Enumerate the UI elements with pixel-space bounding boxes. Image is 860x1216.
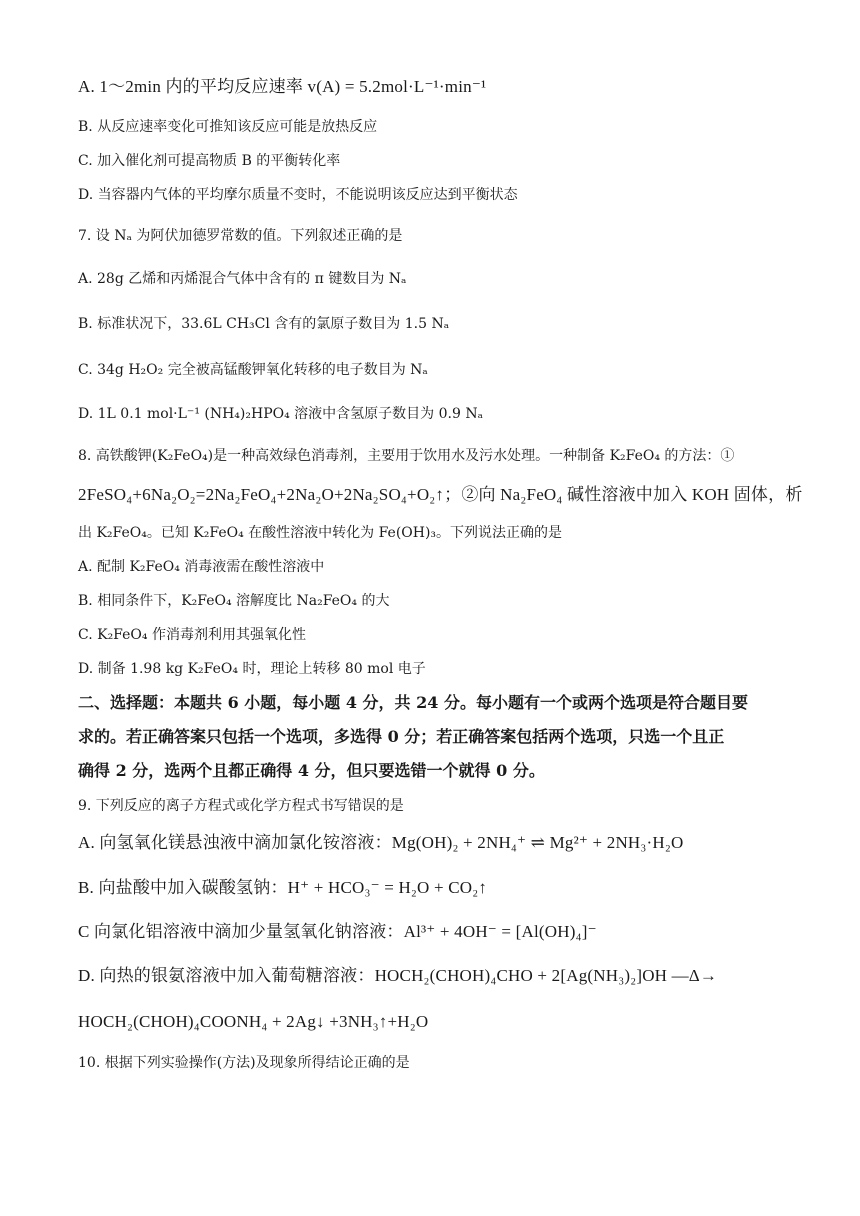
q6-option-a: A. 1～2min 内的平均反应速率 v(A) = 5.2mol·L⁻¹·min⁻¹	[78, 77, 487, 96]
q9-stem: 9. 下列反应的离子方程式或化学方程式书写错误的是	[78, 798, 404, 814]
q7-option-a: A. 28g 乙烯和丙烯混合气体中含有的 π 键数目为 Nₐ	[78, 271, 407, 287]
q9-option-a: A. 向氢氧化镁悬浊液中滴加氯化铵溶液：Mg(OH)₂ + 2NH₄⁺ ⇌ Mg²⁺ + 2NH₃·H₂O	[78, 833, 684, 852]
q8-stem-line2: 2FeSO₄+6Na₂O₂=2Na₂FeO₄+2Na₂O+2Na₂SO₄+O₂↑；②向 Na₂FeO₄ 碱性溶液中加入 KOH 固体，析	[78, 485, 803, 504]
q8-option-d: D. 制备 1.98 kg K₂FeO₄ 时，理论上转移 80 mol 电子	[78, 661, 426, 677]
q9-option-c: C 向氯化铝溶液中滴加少量氢氧化钠溶液：Al³⁺ + 4OH⁻ = [Al(OH)₄]⁻	[78, 922, 597, 941]
q7-option-b: B. 标准状况下，33.6L CH₃Cl 含有的氯原子数目为 1.5 Nₐ	[78, 316, 450, 332]
q6-option-d: D. 当容器内气体的平均摩尔质量不变时，不能说明该反应达到平衡状态	[78, 187, 518, 203]
q7-stem: 7. 设 Nₐ 为阿伏加德罗常数的值。下列叙述正确的是	[78, 228, 403, 244]
section-two-heading-line1: 二、选择题：本题共 6 小题，每小题 4 分，共 24 分。每小题有一个或两个选项是符合题目要	[78, 693, 748, 712]
q6-option-b: B. 从反应速率变化可推知该反应可能是放热反应	[78, 119, 378, 135]
section-two-heading-line2: 求的。若正确答案只包括一个选项，多选得 0 分；若正确答案包括两个选项，只选一个且正	[78, 727, 725, 746]
section-two-heading-line3: 确得 2 分，选两个且都正确得 4 分，但只要选错一个就得 0 分。	[78, 761, 545, 780]
q9-option-d-line1: D. 向热的银氨溶液中加入葡萄糖溶液：HOCH₂(CHOH)₄CHO + 2[Ag(NH₃)₂]OH —Δ→	[78, 966, 718, 985]
q8-option-b: B. 相同条件下，K₂FeO₄ 溶解度比 Na₂FeO₄ 的大	[78, 593, 390, 609]
q8-stem-line3: 出 K₂FeO₄。已知 K₂FeO₄ 在酸性溶液中转化为 Fe(OH)₃。下列说法正确的是	[78, 525, 563, 541]
q8-stem-line1: 8. 高铁酸钾(K₂FeO₄)是一种高效绿色消毒剂，主要用于饮用水及污水处理。一种制备 K₂FeO₄ 的方法：①	[78, 448, 735, 464]
q10-stem: 10. 根据下列实验操作(方法)及现象所得结论正确的是	[78, 1055, 410, 1071]
q7-option-d: D. 1L 0.1 mol·L⁻¹ (NH₄)₂HPO₄ 溶液中含氢原子数目为 0.9 Nₐ	[78, 406, 483, 422]
q9-option-b: B. 向盐酸中加入碳酸氢钠：H⁺ + HCO₃⁻ = H₂O + CO₂↑	[78, 878, 488, 897]
q8-option-c: C. K₂FeO₄ 作消毒剂利用其强氧化性	[78, 627, 306, 643]
q8-option-a: A. 配制 K₂FeO₄ 消毒液需在酸性溶液中	[78, 559, 325, 575]
q6-option-c: C. 加入催化剂可提高物质 B 的平衡转化率	[78, 153, 341, 169]
q9-option-d-line2: HOCH₂(CHOH)₄COONH₄ + 2Ag↓ +3NH₃↑+H₂O	[78, 1012, 429, 1031]
q7-option-c: C. 34g H₂O₂ 完全被高锰酸钾氧化转移的电子数目为 Nₐ	[78, 362, 428, 378]
